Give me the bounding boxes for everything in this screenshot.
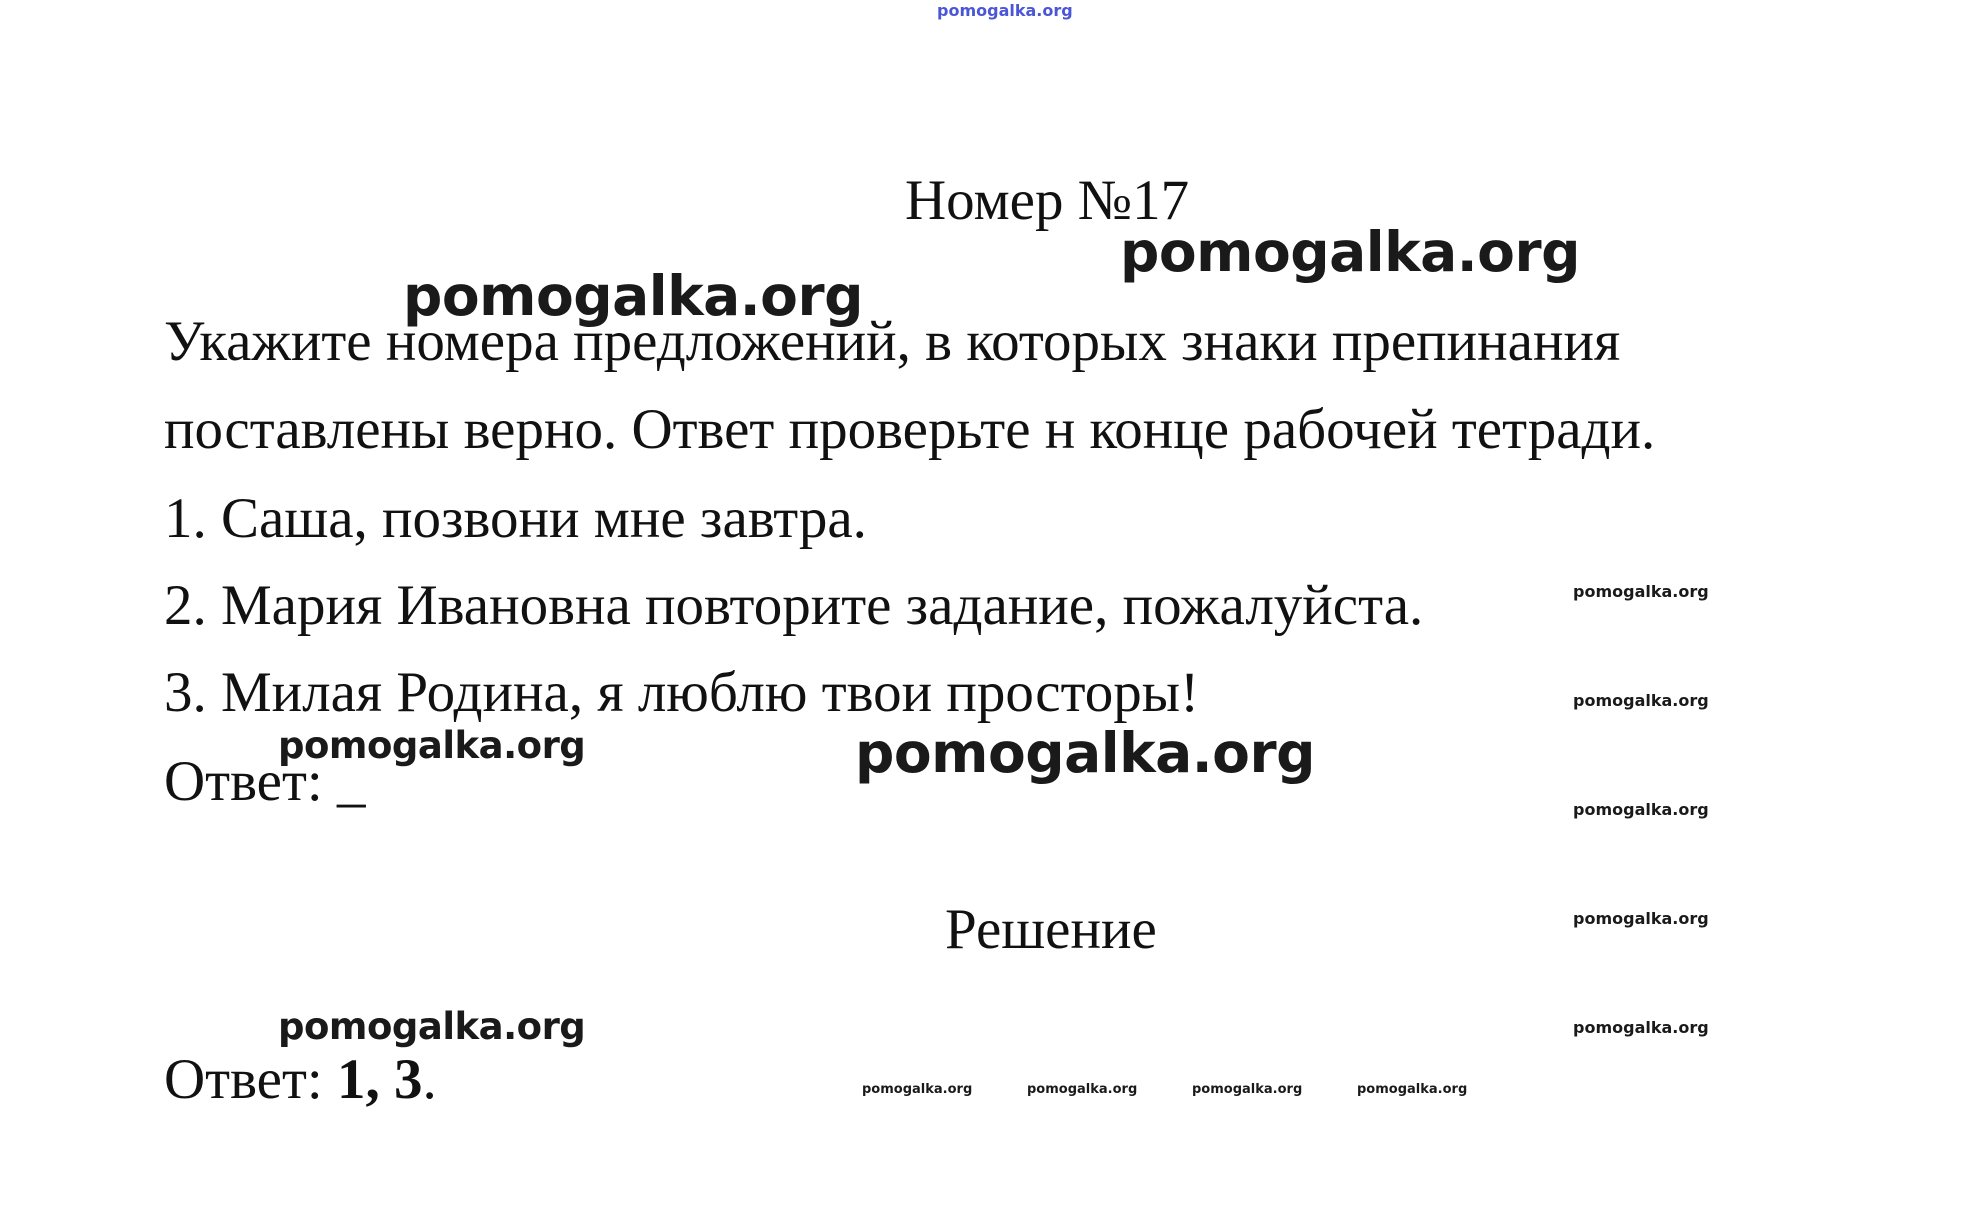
solution-answer-value: 1, 3 <box>336 1048 423 1111</box>
watermark-large: pomogalka.org <box>403 264 863 328</box>
watermark-tiny: pomogalka.org <box>862 1082 973 1097</box>
watermark-small: pomogalka.org <box>1573 909 1709 928</box>
watermark-tiny: pomogalka.org <box>1027 1082 1138 1097</box>
watermark-large: pomogalka.org <box>1120 220 1580 284</box>
watermark-medium: pomogalka.org <box>278 1005 586 1048</box>
task-instruction-line-2: поставлены верно. Ответ проверьте н конце рабочей тетради. <box>164 398 1656 461</box>
watermark-top: pomogalka.org <box>937 1 1073 20</box>
solution-answer-period: . <box>422 1048 437 1111</box>
sentence-item: 3. Милая Родина, я люблю твои просторы! <box>164 661 1200 724</box>
watermark-large: pomogalka.org <box>855 721 1315 785</box>
solution-heading: Решение <box>945 898 1157 961</box>
task-title: Номер №17 <box>905 169 1190 232</box>
watermark-small: pomogalka.org <box>1573 691 1709 710</box>
sentence-item: 1. Саша, позвони мне завтра. <box>164 487 867 550</box>
solution-answer-label: Ответ: <box>164 1048 337 1111</box>
watermark-tiny: pomogalka.org <box>1192 1082 1303 1097</box>
solution-answer <box>164 1048 437 1111</box>
task-instruction-line-1: Укажите номера предложений, в которых знаки препинания <box>164 310 1621 373</box>
watermark-tiny: pomogalka.org <box>1357 1082 1468 1097</box>
watermark-small: pomogalka.org <box>1573 1018 1709 1037</box>
sentence-item: 2. Мария Ивановна повторите задание, пожалуйста. <box>164 574 1424 637</box>
watermark-small: pomogalka.org <box>1573 582 1709 601</box>
answer-blank: Ответ: _ <box>164 750 366 813</box>
watermark-small: pomogalka.org <box>1573 800 1709 819</box>
watermark-medium: pomogalka.org <box>278 724 586 767</box>
